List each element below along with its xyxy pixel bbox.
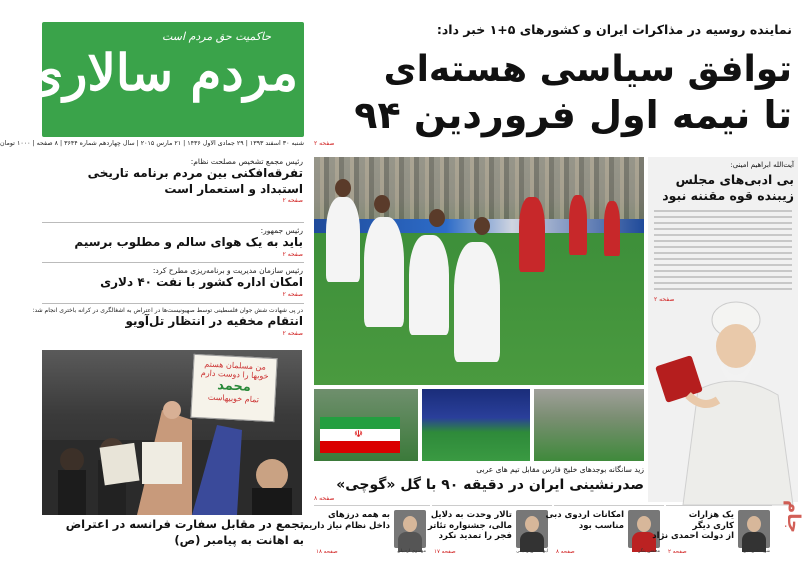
main-story-supra: نماینده روسیه در مذاکرات ایران و کشورهای ۵+۱ خبر داد: [436,22,792,37]
placard-text: خوبها را دوست دارم [200,368,269,381]
teaser-text [302,510,390,531]
news-kicker: رئیس جمهور: [260,226,303,235]
placard-text: تمام خوبیهاست [207,392,260,405]
protest-placard [190,354,277,422]
team-flag-photo[interactable] [314,389,418,461]
opinion-page-ref: صفحه ۲ [654,296,675,303]
protest-caption-line: به اهانت به پیامبر (ص) [174,532,304,547]
player-figure [326,197,360,282]
main-headline-line1[interactable]: توافق سیاسی هسته‌ای [383,49,792,90]
opponent-figure [519,197,545,272]
divider [42,303,304,304]
football-celebration-photo[interactable] [314,157,644,385]
news-headline: انتقام مخفیه در انتظار تل‌آویو [125,314,303,328]
opinion-body-text [654,210,792,294]
player-head [374,195,390,213]
teaser-4[interactable] [652,505,772,557]
teaser-text [545,510,624,531]
teaser-page-ref: صفحه ۱۷ [434,549,456,555]
news-item-2[interactable] [41,226,303,258]
teaser-line: کاری دیگر [692,520,734,531]
teaser-caption: موسوی اردبیلی [396,549,426,554]
opinion-author: آیت‌الله ابراهیم امینی: [730,161,794,169]
player-head [429,209,445,227]
sports-kicker: زید سانگانه بوجدهای خلیج فارس مقابل تیم های عربی [476,465,644,474]
main-headline-line2[interactable]: تا نیمه اول فروردین ۹۴ [354,93,792,137]
protest-photo[interactable] [42,350,302,515]
opponent-figure [569,195,587,255]
news-page-ref: صفحه ۲ [282,329,303,337]
news-kicker: در پی شهادت شش جوان فلسطینی توسط صهیونیست‌ها در اعتراض به اشغالگری در کرانه باختری انجام شد: [32,307,303,314]
main-story-page-ref: صفحه ۲ [314,140,335,147]
masthead [24,22,304,137]
masthead-slogan: حاکمیت حق مردم است [162,30,272,43]
opponent-figure [604,201,620,256]
teaser-line: فجر را تمدید نکرد [438,531,512,542]
news-item-3[interactable] [41,266,303,298]
teaser-line: به همه درزهای [327,510,390,520]
news-headline: تفرقه‌افکنی بین مردم برنامه تاریخی [87,166,303,180]
sports-headline[interactable]: صدرنشینی ایران در دقیقه ۹۰ با گل «گوچی» [336,477,644,493]
news-page-ref: صفحه ۲ [282,250,303,258]
sports-page-ref: صفحه ۸ [314,495,335,502]
opinion-headline-line: زیبنده قوه مقننه نبود [662,187,794,203]
news-headline: باید به یک هوای سالم و مطلوب برسیم [74,235,303,249]
teaser-page-ref: صفحه ۲ [668,549,687,555]
teaser-line: داخل نظام نیاز داریم [302,520,390,531]
dateline: شنبه ۳۰ اسفند ۱۳۹۳ | ۲۹ جمادی الاول ۱۴۳۶ | ۲۱ مارس ۲۰۱۵ | سال چهاردهم شماره ۳۶۴۴ | ۸ صفحه | ۱۰۰۰ تومان [0,140,304,147]
teaser-caption: ابوالحسن رحیمی [516,549,548,554]
player-head [474,217,490,235]
teaser-caption: محسن بنگر [638,549,660,554]
stadium-lineup-photo[interactable] [422,389,530,461]
teaser-page-ref: صفحه ۱۸ [316,549,338,555]
teaser-text [428,510,512,542]
news-item-1[interactable] [41,157,303,204]
cleric-portrait [658,300,798,505]
teaser-1[interactable] [302,505,430,557]
news-kicker: رئیس مجمع تشخیص مصلحت نظام: [190,157,303,166]
iran-flag: ☫ [320,417,400,453]
protest-caption-line: تجمع در مقابل سفارت فرانسه در اعتراض [65,517,304,531]
newspaper-name: مردم سالاری [24,43,298,102]
player-figure [409,235,449,335]
news-page-ref: صفحه ۲ [282,290,303,298]
teaser-text [652,510,734,542]
teaser-page-ref: صفحه ۸ [556,549,575,555]
placard-text: من مسلمان هستم [204,359,267,372]
teaser-3[interactable] [545,505,664,557]
teaser-line: یک هزارات [688,510,734,520]
player-head [335,179,351,197]
divider [42,262,304,263]
source-watermark [774,500,804,560]
divider [42,222,304,223]
watermark-text: جام [783,500,804,533]
news-page-ref: صفحه ۲ [282,197,303,205]
teaser-thumbnail [738,510,770,548]
match-action-photo[interactable] [534,389,644,461]
teaser-thumbnail [394,510,426,548]
opinion-headline-line: بی ادبی‌های مجلس [675,172,794,187]
player-figure [364,217,404,327]
opinion-headline[interactable] [652,172,794,203]
placard-name: محمد [216,378,252,395]
protest-caption[interactable] [42,517,304,548]
teaser-line: امکانات اردوی دبی [545,510,624,520]
teaser-line: از دولت احمدی نژاد [652,531,734,542]
teaser-caption: شهید علی‌اکبر [743,549,770,554]
teaser-line: تالار وحدت به دلایل [430,510,512,520]
teaser-2[interactable] [427,505,552,557]
player-figure [454,242,500,362]
news-headline: استبداد و استعمار است [164,181,303,196]
news-headline: امکان اداره کشور با نفت ۴۰ دلاری [100,275,303,289]
teaser-thumbnail [516,510,548,548]
news-kicker: رئیس سازمان مدیریت و برنامه‌ریزی مطرح کرد: [152,266,303,275]
news-item-4[interactable] [32,307,303,337]
teaser-line: مالی، جشنواره تئاتر [427,520,512,531]
teaser-line: مناسب بود [578,520,624,531]
